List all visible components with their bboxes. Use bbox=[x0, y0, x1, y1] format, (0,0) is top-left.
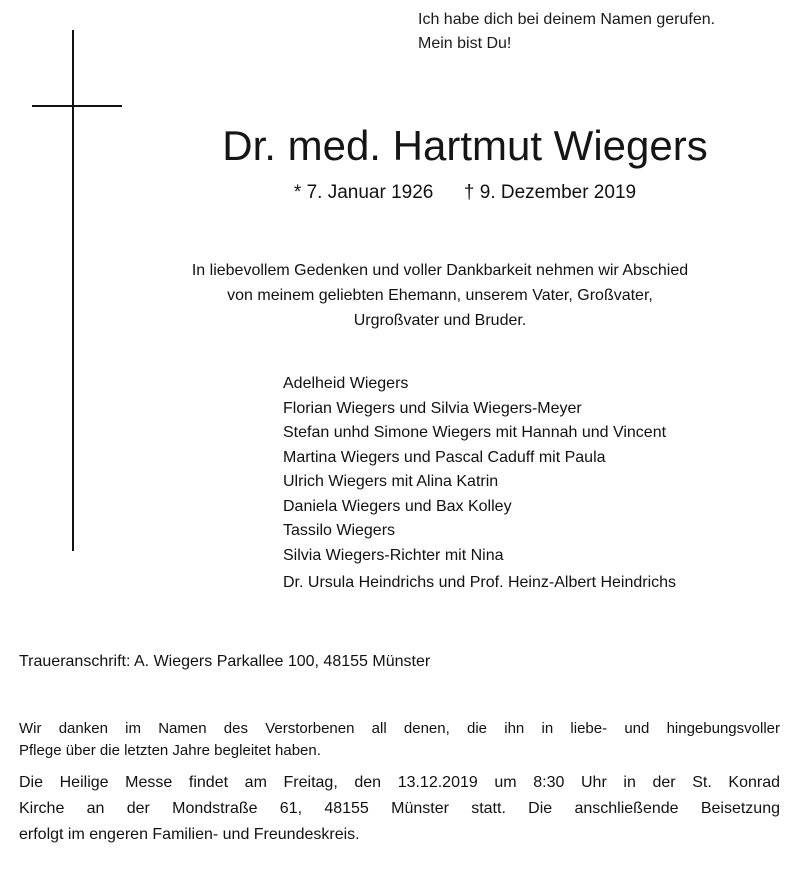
mass-line: Die Heilige Messe findet am Freitag, den 13.12.2019 um 8:30 Uhr in der St. Konrad bbox=[19, 774, 780, 791]
mourner: Martina Wiegers und Pascal Caduff mit Paula bbox=[283, 448, 606, 466]
mourner: Dr. Ursula Heindrichs und Prof. Heinz-Albert Heindrichs bbox=[283, 574, 677, 591]
cross-icon-vertical-beam bbox=[72, 30, 74, 551]
thanks-text bbox=[19, 718, 780, 762]
mourner: Adelheid Wiegers bbox=[283, 375, 409, 392]
mourner: Florian Wiegers und Silvia Wiegers-Meyer bbox=[283, 399, 582, 417]
farewell-line: In liebevollem Gedenken und voller Dankbarkeit nehmen wir Abschied bbox=[191, 262, 689, 279]
death-dagger-icon: † bbox=[463, 182, 475, 203]
bible-quote-line: Ich habe dich bei deinem Namen gerufen. bbox=[418, 11, 716, 28]
birth-date: 7. Januar 1926 bbox=[306, 182, 434, 203]
mourners-list bbox=[283, 372, 793, 596]
life-dates bbox=[150, 178, 780, 208]
bible-quote bbox=[418, 8, 798, 56]
farewell-text bbox=[140, 258, 740, 333]
thanks-line: Pflege über die letzten Jahre begleitet haben. bbox=[19, 742, 321, 759]
mourner: Tassilo Wiegers bbox=[283, 522, 396, 539]
farewell-line: von meinem geliebten Ehemann, unserem Vater, Großvater, bbox=[227, 287, 653, 304]
mourner: Stefan unhd Simone Wiegers mit Hannah und Vincent bbox=[283, 424, 667, 441]
mass-line: erfolgt im engeren Familien- und Freundeskreis. bbox=[19, 826, 360, 843]
mourner: Ulrich Wiegers mit Alina Katrin bbox=[283, 473, 499, 490]
death-date: 9. Dezember 2019 bbox=[479, 182, 637, 203]
mass-line: Kirche an der Mondstraße 61, 48155 Münster statt. Die anschließende Beisetzung bbox=[19, 800, 780, 817]
mourner: Silvia Wiegers-Richter mit Nina bbox=[283, 546, 504, 564]
thanks-line: Wir danken im Namen des Verstorbenen all denen, die ihn in liebe- und hingebungsvoller bbox=[19, 720, 780, 737]
farewell-line: Urgroßvater und Bruder. bbox=[353, 312, 527, 329]
deceased-name: Dr. med. Hartmut Wiegers bbox=[222, 122, 708, 169]
mourner: Daniela Wiegers und Bax Kolley bbox=[283, 497, 512, 515]
bible-quote-line: Mein bist Du! bbox=[418, 35, 512, 52]
funeral-mass-info bbox=[19, 770, 780, 848]
cross-icon-horizontal-beam bbox=[32, 105, 122, 107]
birth-star-icon: * bbox=[293, 182, 302, 203]
mourning-address: Traueranschrift: A. Wiegers Parkallee 100, 48155 Münster bbox=[19, 653, 431, 670]
